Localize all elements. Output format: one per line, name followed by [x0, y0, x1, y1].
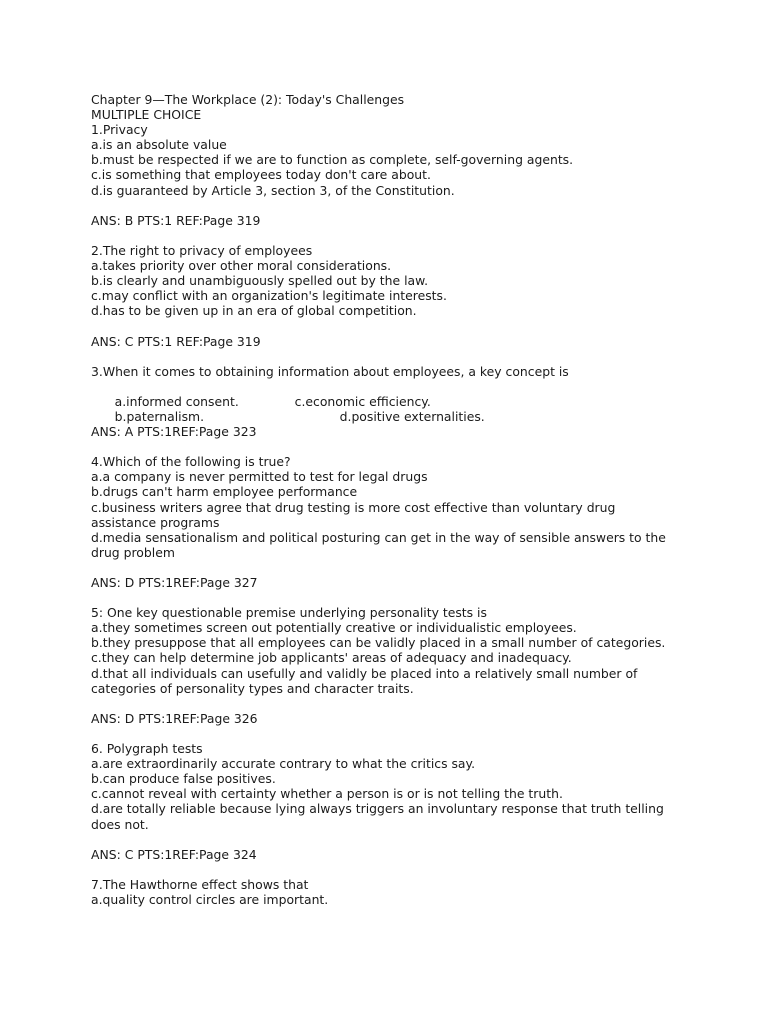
option-a: a.they sometimes screen out potentially creative or individualistic employees. [91, 620, 577, 636]
question-stem: 4.Which of the following is true? [91, 454, 291, 470]
option-b: b.they presuppose that all employees can be validly placed in a small number of categories. [91, 635, 666, 651]
option-c: c.economic efficiency. [294, 393, 431, 409]
question-6 [91, 741, 691, 862]
option-b: b.drugs can't harm employee performance [91, 484, 358, 500]
option-a: a.takes priority over other moral considerations. [91, 258, 392, 274]
option-b: b.can produce false positives. [91, 771, 276, 787]
answer-line: ANS: D PTS:1REF:Page 327 [91, 575, 258, 590]
option-c: c.they can help determine job applicants' areas of adequacy and inadequacy. [91, 650, 572, 666]
question-stem: 2.The right to privacy of employees [91, 242, 313, 258]
option-b: b.must be respected if we are to function as complete, self-governing agents. [91, 152, 574, 168]
option-c: c.may conflict with an organization's legitimate interests. [91, 288, 447, 304]
option-a: a.quality control circles are important. [91, 891, 329, 907]
option-b: b.is clearly and unambiguously spelled out by the law. [91, 273, 429, 289]
option-c: c.cannot reveal with certainty whether a person is or is not telling the truth. [91, 786, 563, 802]
question-3 [91, 364, 691, 439]
option-b: b.paternalism. [114, 408, 205, 424]
answer-line: ANS: C PTS:1 REF:Page 319 [91, 333, 261, 349]
answer-line: ANS: D PTS:1REF:Page 326 [91, 710, 258, 726]
document-page [91, 92, 691, 907]
option-d: d.are totally reliable because lying always triggers an involuntary response that truth telling [91, 801, 664, 817]
question-4 [91, 454, 691, 590]
option-c: c.is something that employees today don't care about. [91, 167, 431, 183]
option-a: a.informed consent. [114, 393, 239, 409]
option-a: a.is an absolute value [91, 137, 227, 153]
option-d: d.media sensationalism and political posturing can get in the way of sensible answers to the [91, 529, 666, 545]
option-d: d.positive externalities. [339, 408, 485, 424]
question-1 [91, 122, 691, 228]
option-d: d.has to be given up in an era of global competition. [91, 303, 417, 319]
question-7 [91, 877, 691, 907]
question-stem: 7.The Hawthorne effect shows that [91, 876, 309, 892]
option-a: a.a company is never permitted to test for legal drugs [91, 469, 428, 485]
question-2 [91, 243, 691, 349]
question-5 [91, 605, 691, 726]
question-stem: 1.Privacy [91, 122, 148, 138]
option-d-continued: does not. [91, 816, 149, 832]
option-c-continued: assistance programs [91, 514, 220, 530]
answer-line: ANS: A PTS:1REF:Page 323 [91, 424, 257, 440]
option-d-continued: categories of personality types and character traits. [91, 680, 414, 696]
answer-line: ANS: B PTS:1 REF:Page 319 [91, 212, 261, 228]
section-label: MULTIPLE CHOICE [91, 107, 202, 123]
chapter-title: Chapter 9—The Workplace (2): Today's Challenges [91, 92, 405, 107]
question-stem: 5: One key questionable premise underlying personality tests is [91, 605, 487, 621]
question-stem: 3.When it comes to obtaining information about employees, a key concept is [91, 363, 569, 379]
answer-line: ANS: C PTS:1REF:Page 324 [91, 846, 257, 862]
option-c: c.business writers agree that drug testing is more cost effective than voluntary drug [91, 499, 616, 515]
option-a: a.are extraordinarily accurate contrary to what the critics say. [91, 756, 476, 772]
question-stem: 6. Polygraph tests [91, 741, 203, 757]
options-row-1 [91, 379, 691, 409]
option-d: d.is guaranteed by Article 3, section 3, of the Constitution. [91, 182, 455, 198]
option-d-continued: drug problem [91, 544, 175, 560]
option-d: d.that all individuals can usefully and validly be placed into a relatively small number of [91, 665, 638, 681]
